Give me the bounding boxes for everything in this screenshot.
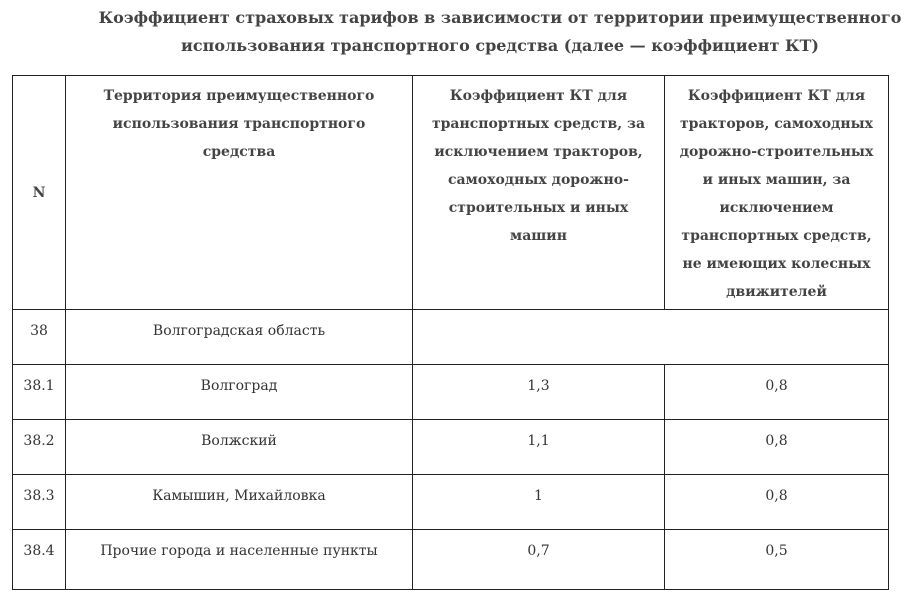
header-kt-transport-text: Коэффициент КТ для транспортных средств, за исключением тракторов, самоходных дорожно-строительных и иных машин: [431, 88, 646, 244]
row-number: 38: [13, 310, 66, 365]
kt-coefficient-table: [12, 75, 889, 590]
table-row: [13, 475, 889, 530]
row-number: 38.3: [13, 475, 66, 530]
row-territory: Прочие города и населенные пункты: [66, 530, 413, 590]
row-number: 38.2: [13, 420, 66, 475]
header-territory: [66, 76, 413, 310]
table-row: [13, 530, 889, 590]
header-territory-text: Территория преимущественного использования транспортного средства: [103, 88, 375, 160]
row-kt-tractors: 0,8: [665, 365, 889, 420]
row-kt-transport: 1,1: [413, 420, 665, 475]
row-number: 38.1: [13, 365, 66, 420]
row-number: 38.4: [13, 530, 66, 590]
page-title-line-2: использования транспортного средства (далее — коэффициент КТ): [181, 36, 819, 55]
table-row: [13, 420, 889, 475]
row-kt-tractors: 0,5: [665, 530, 889, 590]
header-kt-tractors: [665, 76, 889, 310]
row-kt-merged: [413, 310, 889, 365]
row-kt-tractors: 0,8: [665, 475, 889, 530]
row-territory: Волгоград: [66, 365, 413, 420]
row-kt-transport: 0,7: [413, 530, 665, 590]
row-kt-transport: 1,3: [413, 365, 665, 420]
row-kt-tractors: 0,8: [665, 420, 889, 475]
page-title-line-1: Коэффициент страховых тарифов в зависимости от территории преимущественного: [98, 8, 902, 27]
row-territory: Волжский: [66, 420, 413, 475]
table-header-row: [13, 76, 889, 310]
table-row: [13, 365, 889, 420]
header-number: N: [13, 76, 66, 310]
header-kt-tractors-text: Коэффициент КТ для тракторов, самоходных дорожно-строительных и иных машин, за исключением транспортных средств, не имеющих колесных движителей: [679, 88, 874, 300]
row-territory: Камышин, Михайловка: [66, 475, 413, 530]
table-row: [13, 310, 889, 365]
row-territory: Волгоградская область: [66, 310, 413, 365]
row-kt-transport: 1: [413, 475, 665, 530]
header-kt-transport: [413, 76, 665, 310]
page-title: [0, 4, 913, 60]
